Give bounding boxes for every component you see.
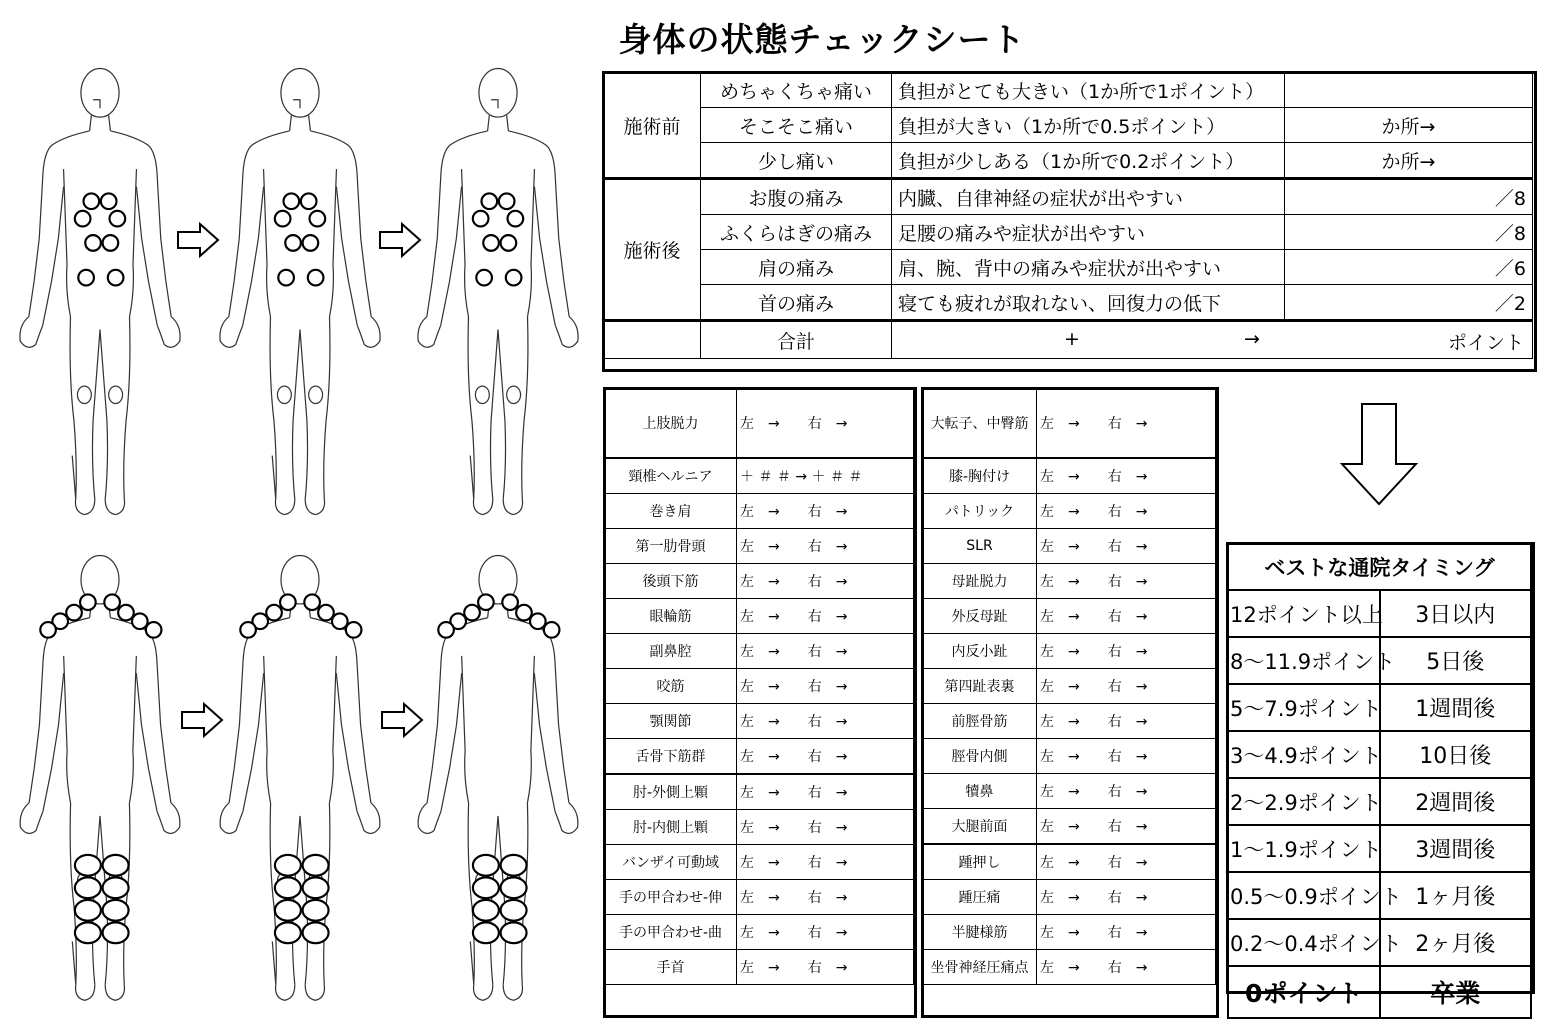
check-row xyxy=(605,669,914,704)
timing-points: 0.2〜0.4ポイント xyxy=(1228,919,1380,966)
check-row xyxy=(605,774,914,810)
check-values[interactable]: 左 → 右 → xyxy=(1037,634,1216,669)
check-name: 第四趾表裏 xyxy=(923,669,1037,704)
back-body-figure-2 xyxy=(200,552,400,1002)
pain-cell: お腹の痛み xyxy=(701,179,892,215)
check-values[interactable]: 左 → 右 → xyxy=(737,634,914,669)
check-row xyxy=(923,844,1216,880)
check-values[interactable]: 左 → 右 → xyxy=(737,774,914,810)
check-values[interactable]: 左 → 右 → xyxy=(737,529,914,564)
timing-row xyxy=(1228,825,1531,872)
check-row xyxy=(605,458,914,494)
check-row xyxy=(605,634,914,669)
timing-points: 0ポイント xyxy=(1228,966,1380,1018)
timing-when: 1ヶ月後 xyxy=(1380,872,1532,919)
timing-row xyxy=(1228,731,1531,778)
down-arrow-icon xyxy=(1340,402,1418,506)
timing-when: 2ヶ月後 xyxy=(1380,919,1532,966)
count-cell[interactable] xyxy=(1285,73,1533,108)
timing-row xyxy=(1228,872,1531,919)
check-values[interactable]: 左 → 右 → xyxy=(737,599,914,634)
timing-when: 10日後 xyxy=(1380,731,1532,778)
check-row xyxy=(605,915,914,950)
total-blank xyxy=(604,321,701,359)
check-row xyxy=(605,704,914,739)
check-name: 舌骨下筋群 xyxy=(605,739,737,775)
check-name: 顎関節 xyxy=(605,704,737,739)
front-body-figure-2 xyxy=(200,65,400,525)
count-cell[interactable]: ／2 xyxy=(1285,285,1533,321)
check-row xyxy=(923,389,1216,459)
count-cell[interactable]: ／6 xyxy=(1285,250,1533,285)
check-name: 大腿前面 xyxy=(923,809,1037,845)
check-name: 膝-胸付け xyxy=(923,458,1037,494)
check-values[interactable]: 左 → 右 → xyxy=(737,810,914,845)
lower-body-check-table xyxy=(922,388,1216,985)
timing-row xyxy=(1228,637,1531,684)
check-values[interactable]: 左 → 右 → xyxy=(1037,844,1216,880)
check-row xyxy=(605,810,914,845)
check-values[interactable]: 左 → 右 → xyxy=(737,704,914,739)
front-body-figure-3 xyxy=(398,65,598,525)
check-values[interactable]: 左 → 右 → xyxy=(1037,529,1216,564)
total-arrow: → xyxy=(1244,328,1260,350)
check-name: 後頭下筋 xyxy=(605,564,737,599)
check-values[interactable]: 左 → 右 → xyxy=(1037,739,1216,774)
check-row xyxy=(605,389,914,459)
timing-row xyxy=(1228,919,1531,966)
check-values[interactable]: 左 → 右 → xyxy=(1037,915,1216,950)
count-cell[interactable]: か所→ xyxy=(1285,108,1533,143)
check-values[interactable]: 左 → 右 → xyxy=(1037,950,1216,985)
check-name: バンザイ可動域 xyxy=(605,845,737,880)
timing-when: 3日以内 xyxy=(1380,590,1532,637)
page-title: 身体の状態チェックシート xyxy=(618,20,1026,59)
check-values[interactable]: 左 → 右 → xyxy=(1037,494,1216,529)
total-unit: ポイント xyxy=(1447,332,1524,354)
check-row xyxy=(923,950,1216,985)
check-name: 手の甲合わせ-曲 xyxy=(605,915,737,950)
check-values[interactable]: 左 → 右 → xyxy=(1037,774,1216,809)
pain-cell: そこそこ痛い xyxy=(701,108,892,143)
check-row xyxy=(605,494,914,529)
timing-when: 2週間後 xyxy=(1380,778,1532,825)
check-row xyxy=(605,564,914,599)
check-values[interactable]: 左 → 右 → xyxy=(737,564,914,599)
back-body-figure-1 xyxy=(0,552,200,1002)
front-body-figure-1 xyxy=(0,65,200,525)
timing-points: 3〜4.9ポイント xyxy=(1228,731,1380,778)
pain-cell: 少し痛い xyxy=(701,143,892,179)
check-name: 第一肋骨頭 xyxy=(605,529,737,564)
check-name: 外反母趾 xyxy=(923,599,1037,634)
timing-points: 5〜7.9ポイント xyxy=(1228,684,1380,731)
check-name: 咬筋 xyxy=(605,669,737,704)
timing-points: 0.5〜0.9ポイント xyxy=(1228,872,1380,919)
check-name: 犢鼻 xyxy=(923,774,1037,809)
timing-when: 3週間後 xyxy=(1380,825,1532,872)
meaning-cell: 肩、腕、背中の痛みや症状が出やすい xyxy=(892,250,1285,285)
timing-when: 1週間後 xyxy=(1380,684,1532,731)
check-row xyxy=(923,704,1216,739)
timing-row xyxy=(1228,778,1531,825)
total-label: 合計 xyxy=(701,321,892,359)
meaning-cell: 負担が少しある（1か所で0.2ポイント） xyxy=(892,143,1285,179)
check-name: 踵圧痛 xyxy=(923,880,1037,915)
check-values[interactable]: 左 → 右 → xyxy=(737,915,914,950)
total-formula[interactable] xyxy=(892,321,1533,359)
check-name: 半腱様筋 xyxy=(923,915,1037,950)
check-name: 前脛骨筋 xyxy=(923,704,1037,739)
best-timing-header: ベストな通院タイミング xyxy=(1228,544,1531,590)
symptom-table xyxy=(603,72,1533,359)
timing-row xyxy=(1228,684,1531,731)
check-values[interactable]: 左 → 右 → xyxy=(737,739,914,775)
check-row xyxy=(605,599,914,634)
check-values[interactable]: 左 → 右 → xyxy=(737,389,914,459)
check-row xyxy=(605,845,914,880)
count-cell[interactable]: ／8 xyxy=(1285,179,1533,215)
timing-points: 12ポイント以上 xyxy=(1228,590,1380,637)
check-name: 上肢脱力 xyxy=(605,389,737,459)
check-row xyxy=(923,458,1216,494)
check-row xyxy=(605,529,914,564)
check-values[interactable]: 左 → 右 → xyxy=(737,880,914,915)
meaning-cell: 寝ても疲れが取れない、回復力の低下 xyxy=(892,285,1285,321)
check-row xyxy=(923,564,1216,599)
check-row xyxy=(923,809,1216,845)
check-values[interactable]: 左 → 右 → xyxy=(737,494,914,529)
timing-points: 2〜2.9ポイント xyxy=(1228,778,1380,825)
count-cell[interactable]: ／8 xyxy=(1285,215,1533,250)
check-row xyxy=(923,739,1216,774)
check-values[interactable]: 左 → 右 → xyxy=(737,669,914,704)
pain-cell: めちゃくちゃ痛い xyxy=(701,73,892,108)
check-name: 踵押し xyxy=(923,844,1037,880)
check-name: 肘-内側上顆 xyxy=(605,810,737,845)
check-values[interactable]: 左 → 右 → xyxy=(1037,599,1216,634)
check-values[interactable]: 左 → 右 → xyxy=(1037,389,1216,459)
timing-when: 5日後 xyxy=(1380,637,1532,684)
timing-when: 卒業 xyxy=(1380,966,1532,1018)
check-values[interactable]: 左 → 右 → xyxy=(1037,809,1216,845)
check-name: 副鼻腔 xyxy=(605,634,737,669)
check-row xyxy=(923,774,1216,809)
check-name: 手首 xyxy=(605,950,737,985)
check-values[interactable]: 左 → 右 → xyxy=(1037,564,1216,599)
check-values[interactable]: 左 → 右 → xyxy=(1037,458,1216,494)
meaning-cell: 足腰の痛みや症状が出やすい xyxy=(892,215,1285,250)
check-row xyxy=(923,529,1216,564)
best-timing-table xyxy=(1227,543,1532,1019)
check-name: 母趾脱力 xyxy=(923,564,1037,599)
check-name: 手の甲合わせ-伸 xyxy=(605,880,737,915)
check-values[interactable]: 左 → 右 → xyxy=(737,950,914,985)
timing-row xyxy=(1228,966,1531,1018)
count-cell[interactable]: か所→ xyxy=(1285,143,1533,179)
back-body-figure-3 xyxy=(398,552,598,1002)
check-values[interactable]: 左 → 右 → xyxy=(1037,669,1216,704)
check-name: 肘-外側上顆 xyxy=(605,774,737,810)
check-values[interactable]: ＋ ＃ ＃ → ＋ ＃ ＃ xyxy=(737,458,914,494)
check-row xyxy=(605,950,914,985)
check-name: 眼輪筋 xyxy=(605,599,737,634)
meaning-cell: 内臓、自律神経の症状が出やすい xyxy=(892,179,1285,215)
meaning-cell: 負担がとても大きい（1か所で1ポイント） xyxy=(892,73,1285,108)
timing-points: 1〜1.9ポイント xyxy=(1228,825,1380,872)
upper-body-check-table xyxy=(604,388,914,985)
check-row xyxy=(923,494,1216,529)
check-values[interactable]: 左 → 右 → xyxy=(1037,880,1216,915)
check-values[interactable]: 左 → 右 → xyxy=(737,845,914,880)
timing-points: 8〜11.9ポイント xyxy=(1228,637,1380,684)
check-name: 頸椎ヘルニア xyxy=(605,458,737,494)
check-name: パトリック xyxy=(923,494,1037,529)
check-values[interactable]: 左 → 右 → xyxy=(1037,704,1216,739)
pain-cell: 首の痛み xyxy=(701,285,892,321)
check-row xyxy=(605,739,914,775)
meaning-cell: 負担が大きい（1か所で0.5ポイント） xyxy=(892,108,1285,143)
total-plus: + xyxy=(1064,328,1080,350)
check-row xyxy=(923,880,1216,915)
check-row xyxy=(923,599,1216,634)
check-row xyxy=(605,880,914,915)
check-name: 坐骨神経圧痛点 xyxy=(923,950,1037,985)
check-name: SLR xyxy=(923,529,1037,564)
after-label: 施術後 xyxy=(604,179,701,321)
check-name: 内反小趾 xyxy=(923,634,1037,669)
before-label: 施術前 xyxy=(604,73,701,179)
check-row xyxy=(923,634,1216,669)
check-row xyxy=(923,669,1216,704)
pain-cell: 肩の痛み xyxy=(701,250,892,285)
check-row xyxy=(923,915,1216,950)
check-name: 大転子、中臀筋 xyxy=(923,389,1037,459)
timing-row xyxy=(1228,590,1531,637)
check-name: 脛骨内側 xyxy=(923,739,1037,774)
check-name: 巻き肩 xyxy=(605,494,737,529)
pain-cell: ふくらはぎの痛み xyxy=(701,215,892,250)
